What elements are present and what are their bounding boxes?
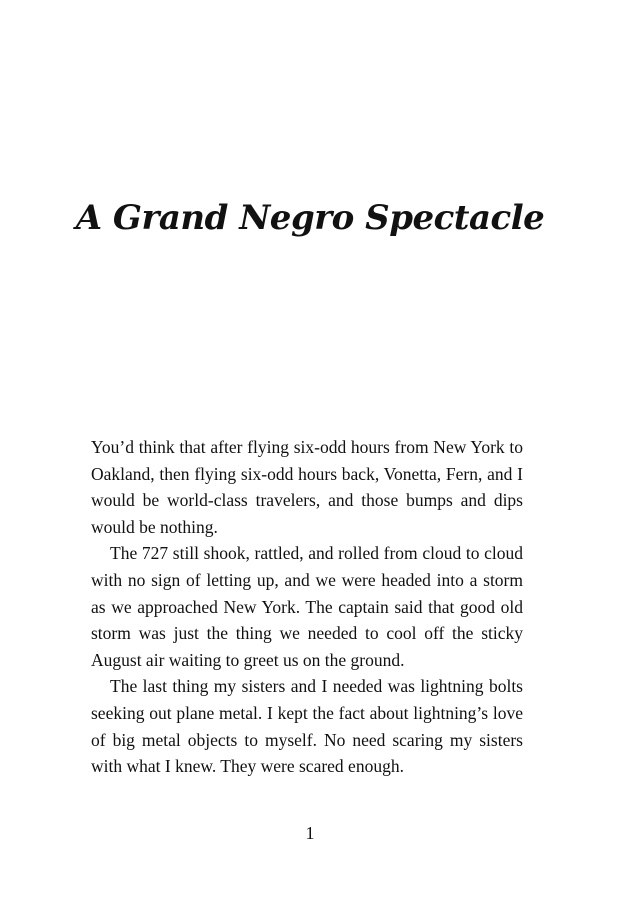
body-text — [91, 434, 523, 780]
chapter-title: A Grand Negro Spectacle — [75, 198, 545, 238]
paragraph-1: You’d think that after flying six-odd hours from New York to Oakland, then flying six-odd hours back, Vonetta, Fern, and I would be world-class travelers, and those bumps and dips would be nothing. — [91, 437, 523, 537]
page-number: 1 — [305, 823, 315, 843]
paragraph-2: The 727 still shook, rattled, and rolled from cloud to cloud with no sign of letting up, and we were headed into a storm as we approached New York. The captain said that good old storm was just the thing we needed to cool off the sticky August air waiting to greet us on the ground. — [91, 543, 523, 670]
paragraph-3: The last thing my sisters and I needed was lightning bolts seeking out plane metal. I kept the fact about lightning’s love of big metal objects to myself. No need scaring my sisters with what I knew. They were scared enough. — [91, 676, 523, 777]
